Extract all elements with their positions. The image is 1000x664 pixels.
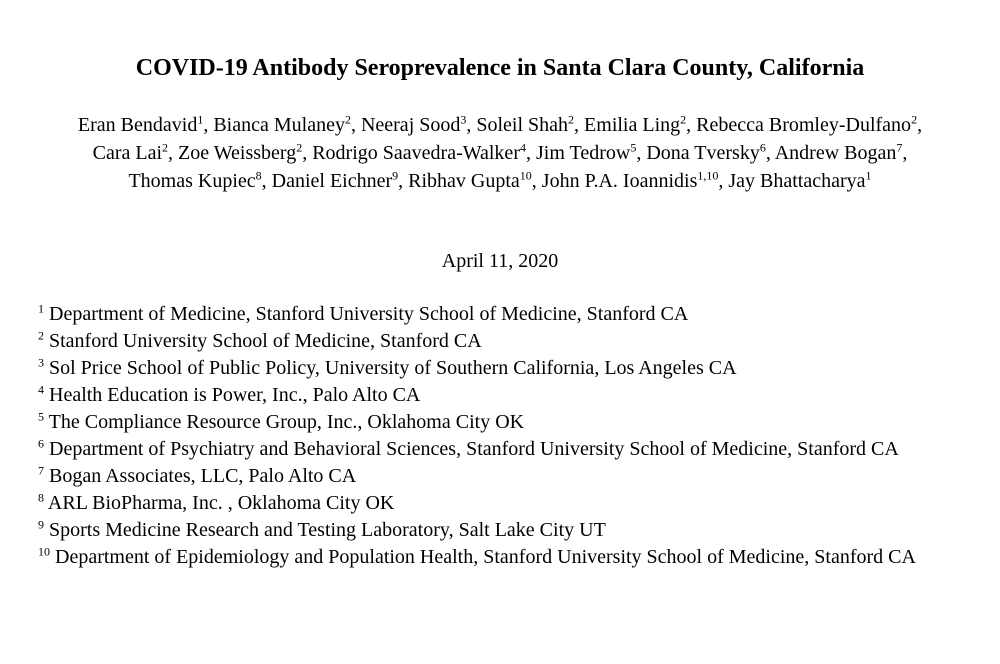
affiliation-text: The Compliance Resource Group, Inc., Oklahoma City OK <box>48 411 525 433</box>
author-affiliation-marker: 2 <box>344 112 351 127</box>
affiliation-number: 7 <box>38 463 44 478</box>
affiliation-text: Sports Medicine Research and Testing Laboratory, Salt Lake City UT <box>49 519 606 541</box>
author-line <box>20 111 980 139</box>
author-name: Dona Tversky$^6$, <box>646 140 775 164</box>
affiliation-text: Health Education is Power, Inc., Palo Alto CA <box>49 384 421 406</box>
author-name: Jim Tedrow$^5$, <box>535 140 647 164</box>
author-affiliation-marker: 1,10 <box>697 168 719 183</box>
author-name: John P.A. Ioannidis$^{1,10}$, <box>541 168 729 192</box>
affiliation-number: 3 <box>38 355 44 370</box>
author-affiliation-marker: 6 <box>759 140 766 155</box>
affiliation-number: 10 <box>38 544 50 559</box>
affiliation-number: 1 <box>38 301 44 316</box>
author-affiliation-marker: 2 <box>296 140 303 155</box>
author-affiliation-marker: 1 <box>197 112 204 127</box>
author-affiliation-marker: 2 <box>680 112 687 127</box>
affiliation-text: Department of Epidemiology and Population Health, Stanford University School of Medicine, Stanford CA <box>55 546 916 568</box>
author-name: Daniel Eichner$^9$, <box>271 168 409 192</box>
affiliation-number: 6 <box>38 436 44 451</box>
affiliation-text: Department of Psychiatry and Behavioral Sciences, Stanford University School of Medicine, Stanford CA <box>49 438 899 460</box>
author-name: Rodrigo Saavedra-Walker$^4$, <box>312 140 536 164</box>
affiliation-text: Department of Medicine, Stanford University School of Medicine, Stanford CA <box>49 303 689 325</box>
author-affiliation-marker: 10 <box>519 168 532 183</box>
affiliation-number: 4 <box>38 382 44 397</box>
author-name: Eran Bendavid$^1$, <box>77 112 214 136</box>
publication-date: April 11, 2020 <box>441 250 559 272</box>
affiliation-item <box>38 328 963 355</box>
affiliation-text: Stanford University School of Medicine, Stanford CA <box>49 330 482 352</box>
affiliation-list <box>38 301 963 571</box>
affiliation-text: ARL BioPharma, Inc. , Oklahoma City OK <box>47 492 395 514</box>
author-line <box>20 139 980 167</box>
author-name: Rebecca Bromley-Dulfano$^2$, <box>696 112 923 136</box>
author-affiliation-marker: 9 <box>392 168 399 183</box>
author-name: Soleil Shah$^2$, <box>476 112 585 136</box>
author-list <box>20 111 980 195</box>
affiliation-item <box>38 382 963 409</box>
author-affiliation-marker: 2 <box>162 140 169 155</box>
author-name: Emilia Ling$^2$, <box>584 112 697 136</box>
affiliation-item <box>38 544 963 571</box>
affiliation-number: 8 <box>38 490 44 505</box>
author-line <box>20 167 980 195</box>
affiliation-number: 5 <box>38 409 44 424</box>
author-affiliation-marker: 7 <box>896 140 903 155</box>
author-affiliation-marker: 2 <box>568 112 575 127</box>
affiliation-text: Sol Price School of Public Policy, University of Southern California, Los Angeles CA <box>49 357 737 379</box>
author-name: Cara Lai$^2$, <box>92 140 179 164</box>
author-name: Jay Bhattacharya$^1$ <box>728 168 872 192</box>
affiliation-number: 9 <box>38 517 44 532</box>
affiliation-item <box>38 301 963 328</box>
author-name: Zoe Weissberg$^2$, <box>178 140 313 164</box>
author-affiliation-marker: 1 <box>865 168 872 183</box>
affiliation-number: 2 <box>38 328 44 343</box>
affiliation-item <box>38 355 963 382</box>
author-name: Neeraj Sood$^3$, <box>360 112 477 136</box>
author-name: Bianca Mulaney$^2$, <box>213 112 361 136</box>
author-affiliation-marker: 2 <box>911 112 918 127</box>
author-affiliation-marker: 8 <box>255 168 262 183</box>
affiliation-item <box>38 490 963 517</box>
author-affiliation-marker: 3 <box>460 112 467 127</box>
paper-title: COVID-19 Antibody Seroprevalence in Santa Clara County, California <box>135 55 865 81</box>
affiliation-item <box>38 436 963 463</box>
affiliation-text: Bogan Associates, LLC, Palo Alto CA <box>49 465 357 487</box>
author-name: Andrew Bogan$^7$, <box>774 140 908 164</box>
author-affiliation-marker: 4 <box>519 140 526 155</box>
affiliation-item <box>38 463 963 490</box>
affiliation-item <box>38 517 963 544</box>
author-name: Ribhav Gupta$^{10}$, <box>408 168 542 192</box>
affiliation-item <box>38 409 963 436</box>
author-affiliation-marker: 5 <box>630 140 637 155</box>
author-name: Thomas Kupiec$^8$, <box>128 168 272 192</box>
